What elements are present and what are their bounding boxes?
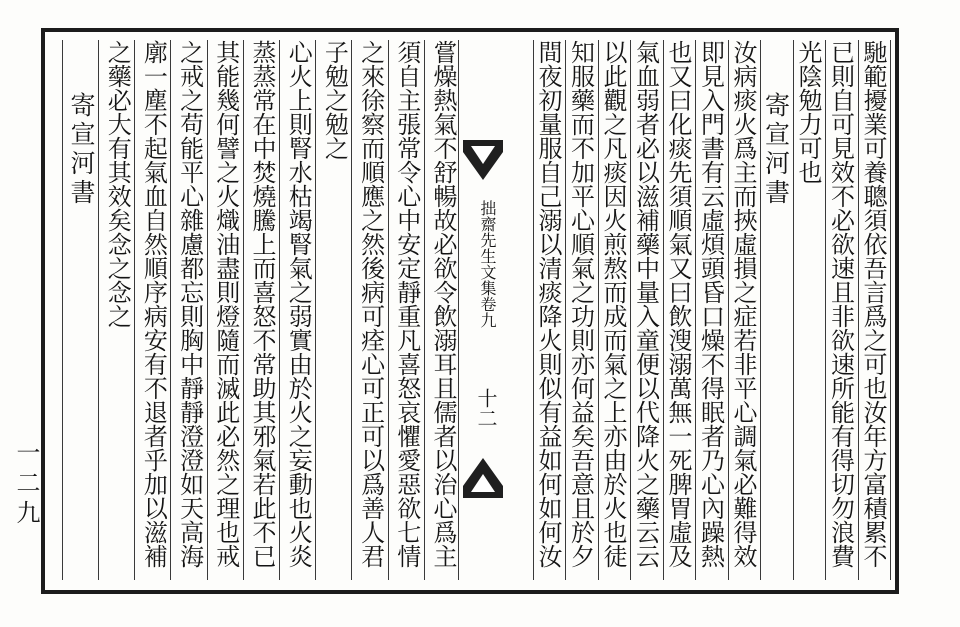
text-column: 以此觀之凡痰因火煎熬而成而氣之上亦由於火也徒 (599, 40, 627, 568)
leaf-number: 十二 (474, 388, 498, 428)
text-column: 光陰勉力可也 (794, 40, 822, 184)
column-rule (760, 40, 761, 580)
column-rule (565, 40, 566, 580)
text-column: 之來徐察而順應之然後病可痊心可正可以爲善人君 (356, 40, 385, 568)
fish-tail-ornament-top (463, 140, 503, 180)
text-column: 嘗燥熱氣不舒暢故必欲令飲溺耳且儒者以治心爲主 (429, 40, 457, 568)
column-rule (170, 40, 171, 580)
column-rule (630, 40, 631, 580)
column-rule (890, 40, 891, 580)
text-column: 汝病痰火爲主而挾虛損之症若非平心調氣必難得效 (729, 40, 757, 568)
text-column: 子勉之勉之 (320, 40, 349, 160)
column-rule (663, 40, 664, 580)
column-rule (728, 40, 729, 580)
text-column: 之藥必大有其效矣念之念之 (103, 40, 132, 328)
text-column: 蒸蒸常在中焚燒騰上而喜怒不常助其邪氣若此不已 (248, 40, 276, 568)
column-rule (598, 40, 599, 580)
column-rule (98, 40, 99, 580)
center-fold (460, 140, 506, 500)
text-column: 廓一塵不起氣血自然順序病安有不退者乎加以滋補 (139, 40, 168, 568)
text-column: 之戒之苟能平心雜慮都忘則胸中靜靜澄澄如天高海 (175, 40, 204, 568)
fish-tail-ornament-bottom (463, 458, 503, 498)
letter-heading: 寄宣河書 (761, 92, 791, 208)
column-rule (533, 40, 534, 580)
text-column: 已則自可見效不必欲速且非欲速所能有得切勿浪費 (826, 40, 855, 568)
text-column: 氣血弱者必以滋補藥中量入童便以代降火之藥云云 (631, 40, 660, 568)
text-column: 即見入門書有云虛煩頭昏口燥不得眠者乃心內躁熱 (696, 40, 725, 568)
column-rule (134, 40, 135, 580)
column-rule (424, 40, 425, 580)
column-rule (243, 40, 244, 580)
column-rule (62, 40, 63, 580)
column-rule (825, 40, 826, 580)
column-rule (695, 40, 696, 580)
column-rule (351, 40, 352, 580)
column-rule (388, 40, 389, 580)
letter-heading: 寄宣河書 (67, 92, 96, 208)
text-column: 間夜初量服自己溺以清痰降火則似有益如何如何汝 (534, 40, 562, 568)
column-rule (315, 40, 316, 580)
text-column: 心火上則腎水枯竭腎氣之弱實由於火之妄動也火炎 (284, 40, 313, 568)
text-column: 馳範擾業可養聰須依吾言爲之可也汝年方富積累不 (859, 40, 887, 568)
column-rule (207, 40, 208, 580)
text-column: 其能幾何譬之火熾油盡則燈隨而滅此必然之理也戒 (211, 40, 240, 568)
text-column: 須自主張常令心中安定靜重凡喜怒哀懼愛惡欲七情 (392, 40, 421, 568)
column-rule (858, 40, 859, 580)
column-rule (279, 40, 280, 580)
page-number: 一二九 (12, 440, 40, 530)
text-column: 也又曰化痰先須順氣又曰飲溲溺萬無一死脾胃虛及 (664, 40, 692, 568)
book-title: 拙齋先生文集卷九 (478, 200, 497, 328)
column-rule (793, 40, 794, 580)
column-rule (458, 40, 459, 580)
text-column: 知服藥而不加平心順氣之功則亦何益矣吾意且於夕 (566, 40, 595, 568)
